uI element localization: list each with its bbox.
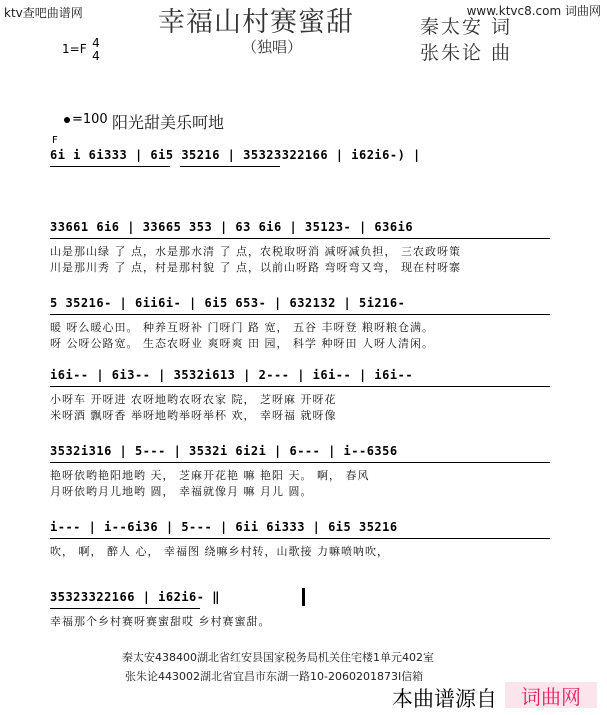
score-row-6-lyric-1: 吹， 啊， 醉人 心， 幸福图 绕嘛乡村转，山歌接 力嘛喷呐吹， xyxy=(50,545,389,558)
key-signature: 1=F xyxy=(62,42,87,56)
score-row-4-lyric-1: 小呀车 开呀进 农呀地哟农呀农家 院， 芝呀麻 开呀花 xyxy=(50,393,337,406)
row-6-underline xyxy=(50,538,550,539)
score-row-3-lyric-1: 暖 呀么暖心田。 种养互呀补 门呀门 路 宽， 五谷 丰呀登 粮呀粮仓满。 xyxy=(50,321,434,334)
footer-line-1: 秦太安438400湖北省红安县国家税务局机关住宅楼1单元402室 xyxy=(122,651,434,664)
source-label: 本曲谱源自 xyxy=(392,687,497,711)
row-4-underline xyxy=(50,386,550,387)
song-title: 幸福山村赛蜜甜 xyxy=(158,7,354,38)
row-1-underline xyxy=(180,166,280,167)
score-row-1-notes: 6i i 6i333 | 6i5 35216 | 35323322166 | i62i6-) | xyxy=(50,148,421,162)
composer-credit: 张朱论 曲 xyxy=(420,42,513,64)
final-barline xyxy=(302,588,305,606)
score-row-7-notes: 35323322166 | i62i6- ‖ xyxy=(50,590,220,604)
footer-line-2: 张朱论443002湖北省宜昌市东湖一路10-2060201873I信箱 xyxy=(125,670,424,683)
score-row-3-lyric-2: 呀 公呀公路宽。 生态农呀业 爽呀爽 田 园， 科学 种呀田 人呀人清闲。 xyxy=(50,337,434,350)
row-3-underline xyxy=(50,314,550,315)
brand-text: 词曲网 xyxy=(521,684,581,709)
row-2-underline xyxy=(50,238,550,239)
row-7-underline xyxy=(50,608,200,609)
score-row-3-notes: 5 35216- | 6ii6i- | 6i5 653- | 632132 | 5i216- xyxy=(50,296,406,310)
time-signature xyxy=(90,37,102,63)
score-row-4-notes: i6i-- | 6i3-- | 3532i613 | 2--- | i6i-- | i6i-- xyxy=(50,368,414,382)
score-row-2-lyric-2: 川是那川秀 了 点，村是那村貌 了 点，以前山呀路 弯呀弯又弯， 现在村呀寨 xyxy=(50,261,461,274)
tempo-value: =100 xyxy=(72,112,108,127)
mood-marking: 阳光甜美乐呵地 xyxy=(112,113,225,132)
score-row-4-lyric-2: 米呀酒 飘呀香 举呀地哟举呀举杯 欢， 幸呀福 就呀像 xyxy=(50,409,337,422)
score-row-5-lyric-1: 艳呀依哟艳阳地哟 天， 芝麻开花艳 嘛 艳阳 天。 啊， 春风 xyxy=(50,469,370,482)
score-row-5-notes: 3532i316 | 5--- | 3532i 6i2i | 6--- | i--6356 xyxy=(50,444,398,458)
score-row-2-notes: 33661 6i6 | 33665 353 | 63 6i6 | 35123- | 636i6 xyxy=(50,220,414,234)
time-signature-top: 4 xyxy=(92,36,100,50)
score-row-5-lyric-2: 月呀依哟月儿地哟 圆， 幸福就像月 嘛 月儿 圆。 xyxy=(50,485,313,498)
brand-logo[interactable] xyxy=(505,682,597,708)
time-signature-bottom: 4 xyxy=(92,49,100,63)
watermark-left: ktv查吧曲谱网 xyxy=(4,6,83,20)
watermark-right: www.ktvc8.com 词曲网 xyxy=(466,4,601,18)
score-row-6-notes: i--- | i--6i36 | 5--- | 6ii 6i333 | 6i5 35216 xyxy=(50,520,398,534)
row-1-underline xyxy=(50,166,170,167)
quarter-note-icon xyxy=(64,117,70,123)
score-row-7-lyric-1: 幸福那个乡村赛呀赛蜜甜哎 乡村赛蜜甜。 xyxy=(50,615,271,628)
lyricist-credit: 秦太安 词 xyxy=(420,16,513,38)
row-5-underline xyxy=(50,462,550,463)
f-mark: F xyxy=(52,135,58,146)
song-subtitle: （独唱） xyxy=(242,38,303,56)
tempo-marking xyxy=(64,112,108,127)
score-row-2-lyric-1: 山是那山绿 了 点，水是那水清 了 点，农税取呀消 减呀减负担， 三农政呀策 xyxy=(50,245,461,258)
